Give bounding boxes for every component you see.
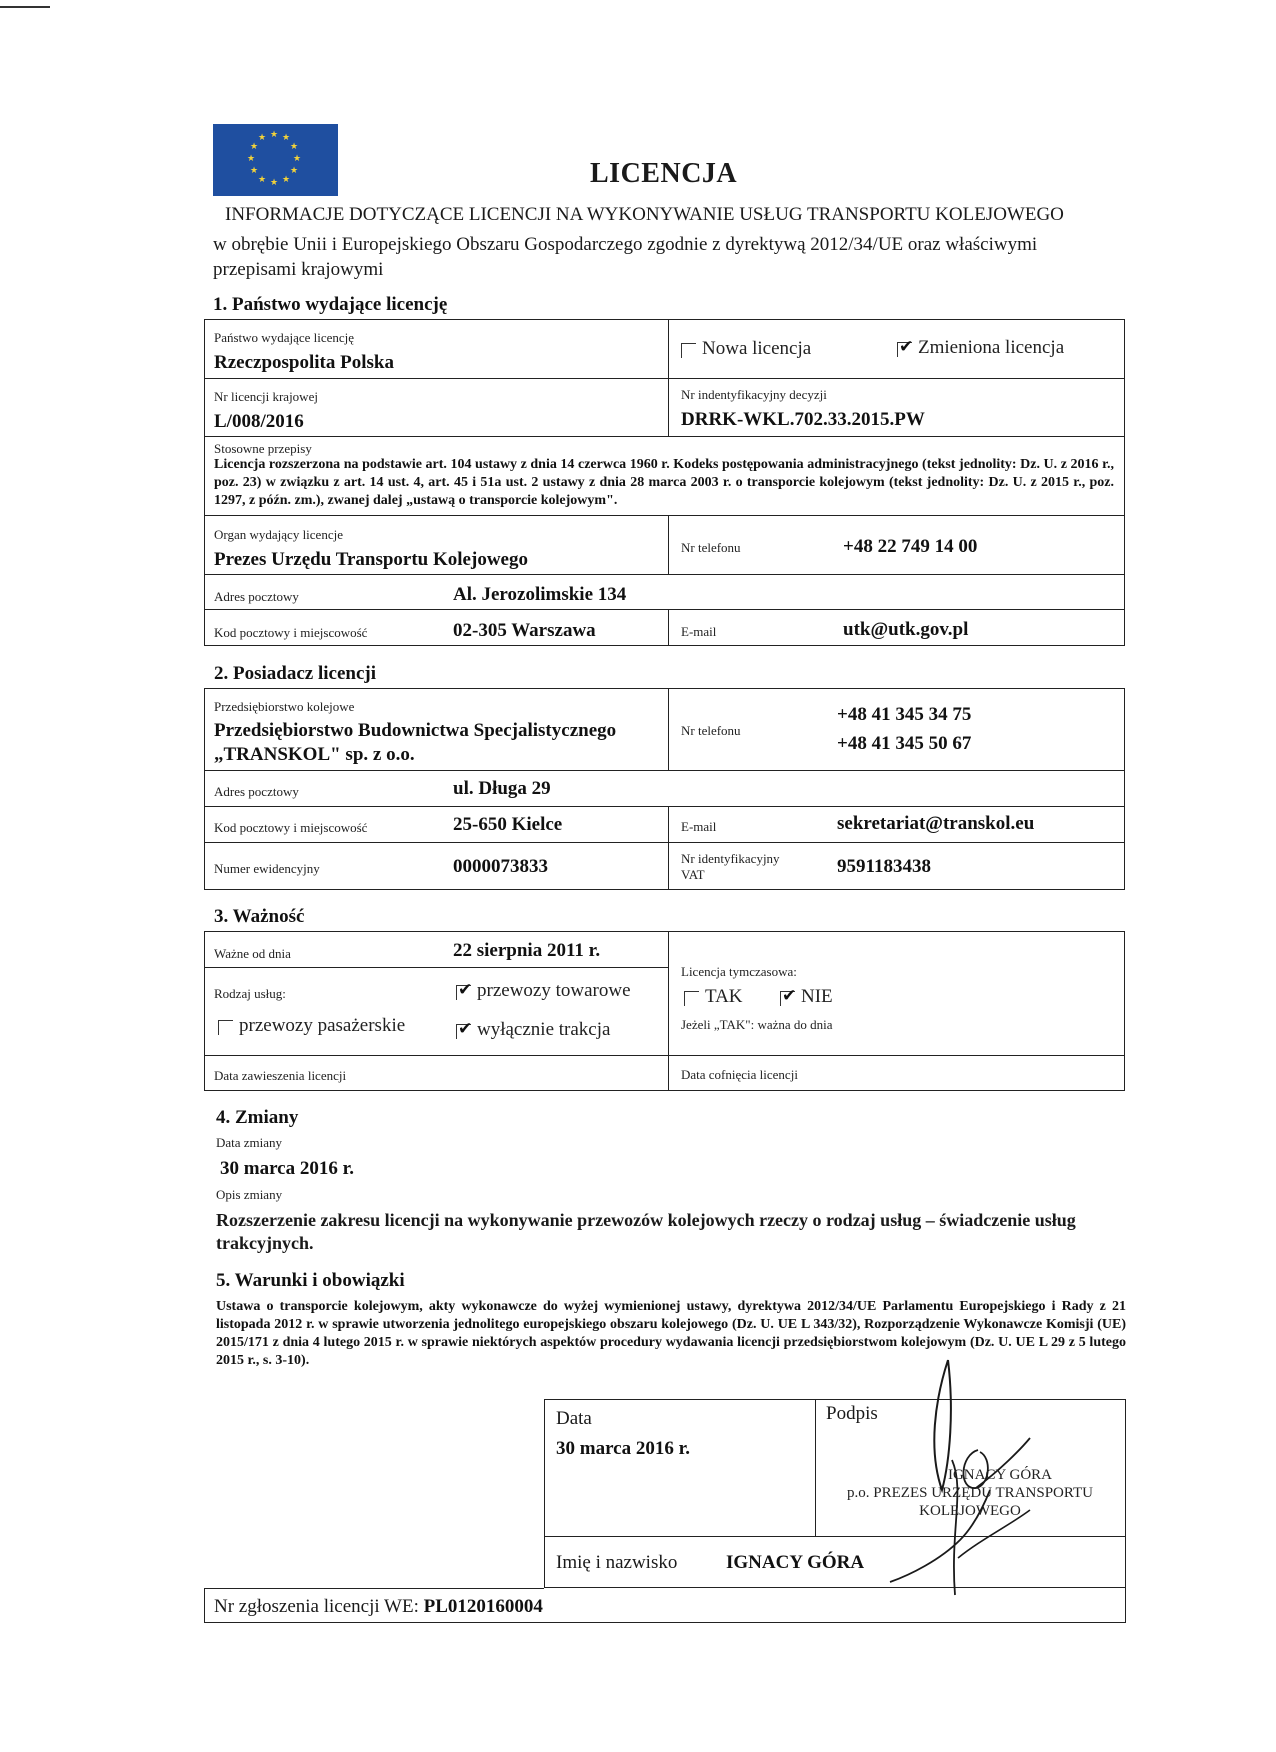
conditions-text: Ustawa o transporcie kolejowym, akty wykonawcze do wyżej wymienionej ustawy, dyrektywa 2012/34/UE Parlamentu Europejskiego i Rady z 21 listopada 2012 r. w sprawie utworzenia jednolitego europejskiego obszaru kolejowego (Dz. U. UE L 343/32), Rozporządzenie Wykonawcze Komisji (UE) 2015/171 z dnia 4 lutego 2015 r. w sprawie niektórych aspektów procedury wydawania licencji przedsiębiorstwom kolejowym (Dz. U. UE L 29 z 5 lutego 2015 r., s. 3-10). [216,1299,1126,1368]
section-4-heading: 4. Zmiany [216,1107,299,1128]
name-value: IGNACY GÓRA [726,1552,865,1573]
traction-checkbox [456,1024,471,1039]
holder-postcode-value: 25-650 Kielce [453,814,563,835]
reg-no-label: Numer ewidencyjny [214,861,320,876]
name-label: Imię i nazwisko [556,1552,678,1573]
changed-licence-option [897,337,1064,359]
stamp-line-2: p.o. PREZES URZĘDU TRANSPORTU [847,1485,1093,1501]
holder-email-label: E-mail [681,819,717,834]
page-subtitle: INFORMACJE DOTYCZĄCE LICENCJI NA WYKONYWANIE USŁUG TRANSPORTU KOLEJOWEGO [225,204,1064,225]
decision-id-value: DRRK-WKL.702.33.2015.PW [681,409,925,430]
change-desc-label: Opis zmiany [216,1187,283,1202]
authority-email-label: E-mail [681,624,717,639]
holder-address-value: ul. Długa 29 [453,778,551,799]
page-title: LICENCJA [590,158,738,189]
tak-label: TAK [705,986,743,1007]
authority-address-label: Adres pocztowy [214,589,299,604]
authority-value: Prezes Urzędu Transportu Kolejowego [214,549,528,570]
regulations-label: Stosowne przepisy [214,441,312,456]
regulations-text: Licencja rozszerzona na podstawie art. 104 ustawy z dnia 14 czerwca 1960 r. Kodeks postępowania administracyjnego (tekst jednolity: Dz. U. z 2016 r., poz. 23) w związku z art. 14 ust. 4, art. 45 i 51a ust. 2 ustawy z dnia 28 marca 2003 r. o transporcie kolejowym (tekst jednolity: Dz. U. z 2015 r., poz. 1297, z późn. zm.), zwanej dalej „ustawą o transporcie kolejowym". [214,457,1114,508]
country-label: Państwo wydające licencję [214,330,355,345]
authority-postcode-label: Kod pocztowy i miejscowość [214,625,368,640]
change-desc-text: Rozszerzenie zakresu licencji na wykonywanie przewozów kolejowych rzeczy o rodzaj usług – świadczenie usług trakcyjnych. [216,1210,1076,1253]
freight-checkbox [456,985,471,1000]
new-licence-label: Nowa licencja [702,338,812,359]
holder-postcode-label: Kod pocztowy i miejscowość [214,820,368,835]
passenger-checkbox [218,1020,233,1035]
section-2-heading: 2. Posiadacz licencji [214,663,376,684]
tak-checkbox [684,991,699,1006]
traction-option [456,1019,610,1041]
passenger-option [218,1015,405,1037]
national-no-value: L/008/2016 [214,411,304,432]
decision-id-label: Nr indentyfikacyjny decyzji [681,387,827,402]
national-no-label: Nr licencji krajowej [214,389,318,404]
stamp-line-1: IGNACY GÓRA [947,1467,1053,1483]
sign-date-label: Data [556,1408,592,1429]
service-type-label: Rodzaj usług: [214,986,286,1001]
authority-phone-label: Nr telefonu [681,540,741,555]
company-name-line-2: „TRANSKOL" sp. z o.o. [214,744,415,765]
vat-value: 9591183438 [837,856,931,877]
authority-phone-value: +48 22 749 14 00 [843,536,978,557]
section-2-table [204,688,1125,890]
company-name-line-1: Przedsiębiorstwo Budownictwa Specjalistycznego [214,720,617,741]
if-tak-label: Jeżeli „TAK": ważna do dnia [681,1017,833,1032]
eu-flag-logo: ★ ★ ★ ★ ★ ★ ★ ★ ★ ★ ★ ★ [213,124,338,196]
revocation-label: Data cofnięcia licencji [681,1067,798,1082]
company-label: Przedsiębiorstwo kolejowe [214,699,355,714]
we-no-label: Nr zgłoszenia licencji WE: [214,1596,419,1617]
authority-email-value: utk@utk.gov.pl [843,619,969,640]
valid-from-label: Ważne od dnia [214,946,291,961]
freight-option [456,980,631,1002]
vat-label-line-2: VAT [681,867,705,882]
stamp-line-3: KOLEJOWEGO [919,1503,1021,1519]
we-licence-number [214,1596,543,1618]
reg-no-value: 0000073833 [453,856,548,877]
holder-phone-value-1: +48 41 345 34 75 [837,704,972,725]
authority-label: Organ wydający licencje [214,527,343,542]
changed-licence-label: Zmieniona licencja [918,337,1065,358]
valid-from-value: 22 sierpnia 2011 r. [453,940,601,961]
nie-label: NIE [801,986,833,1007]
suspension-label: Data zawieszenia licencji [214,1068,347,1083]
holder-email-value: sekretariat@transkol.eu [837,813,1035,834]
we-no-value: PL0120160004 [423,1596,543,1617]
holder-address-label: Adres pocztowy [214,784,299,799]
holder-phone-value-2: +48 41 345 50 67 [837,733,972,754]
temporary-label: Licencja tymczasowa: [681,964,797,979]
intro-line-2: przepisami krajowymi [213,259,384,280]
scan-artifact [0,6,50,8]
intro-line-1: w obrębie Unii i Europejskiego Obszaru Gospodarczego zgodnie z dyrektywą 2012/34/UE oraz właściwymi [213,234,1038,255]
change-date-label: Data zmiany [216,1135,283,1150]
passenger-label: przewozy pasażerskie [239,1015,406,1036]
tak-option [684,986,743,1008]
holder-phone-label: Nr telefonu [681,723,741,738]
section-5-heading: 5. Warunki i obowiązki [216,1270,405,1291]
vat-label-line-1: Nr identyfikacyjny [681,851,780,866]
country-value: Rzeczpospolita Polska [214,352,394,373]
section-3-table [204,931,1125,1091]
signature-label: Podpis [826,1403,878,1424]
traction-label: wyłącznie trakcja [477,1019,611,1040]
authority-postcode-value: 02-305 Warszawa [453,620,596,641]
section-3-heading: 3. Ważność [214,906,305,927]
nie-checkbox [780,991,795,1006]
new-licence-checkbox [681,343,696,358]
authority-address-value: Al. Jerozolimskie 134 [453,584,627,605]
change-date-value: 30 marca 2016 r. [220,1158,355,1179]
changed-licence-checkbox [897,342,912,357]
new-licence-option [681,338,811,360]
section-1-heading: 1. Państwo wydające licencję [213,294,448,315]
handwritten-signature [880,1340,1080,1600]
sign-date-value: 30 marca 2016 r. [556,1438,691,1459]
nie-option [780,986,833,1008]
freight-label: przewozy towarowe [477,980,631,1001]
